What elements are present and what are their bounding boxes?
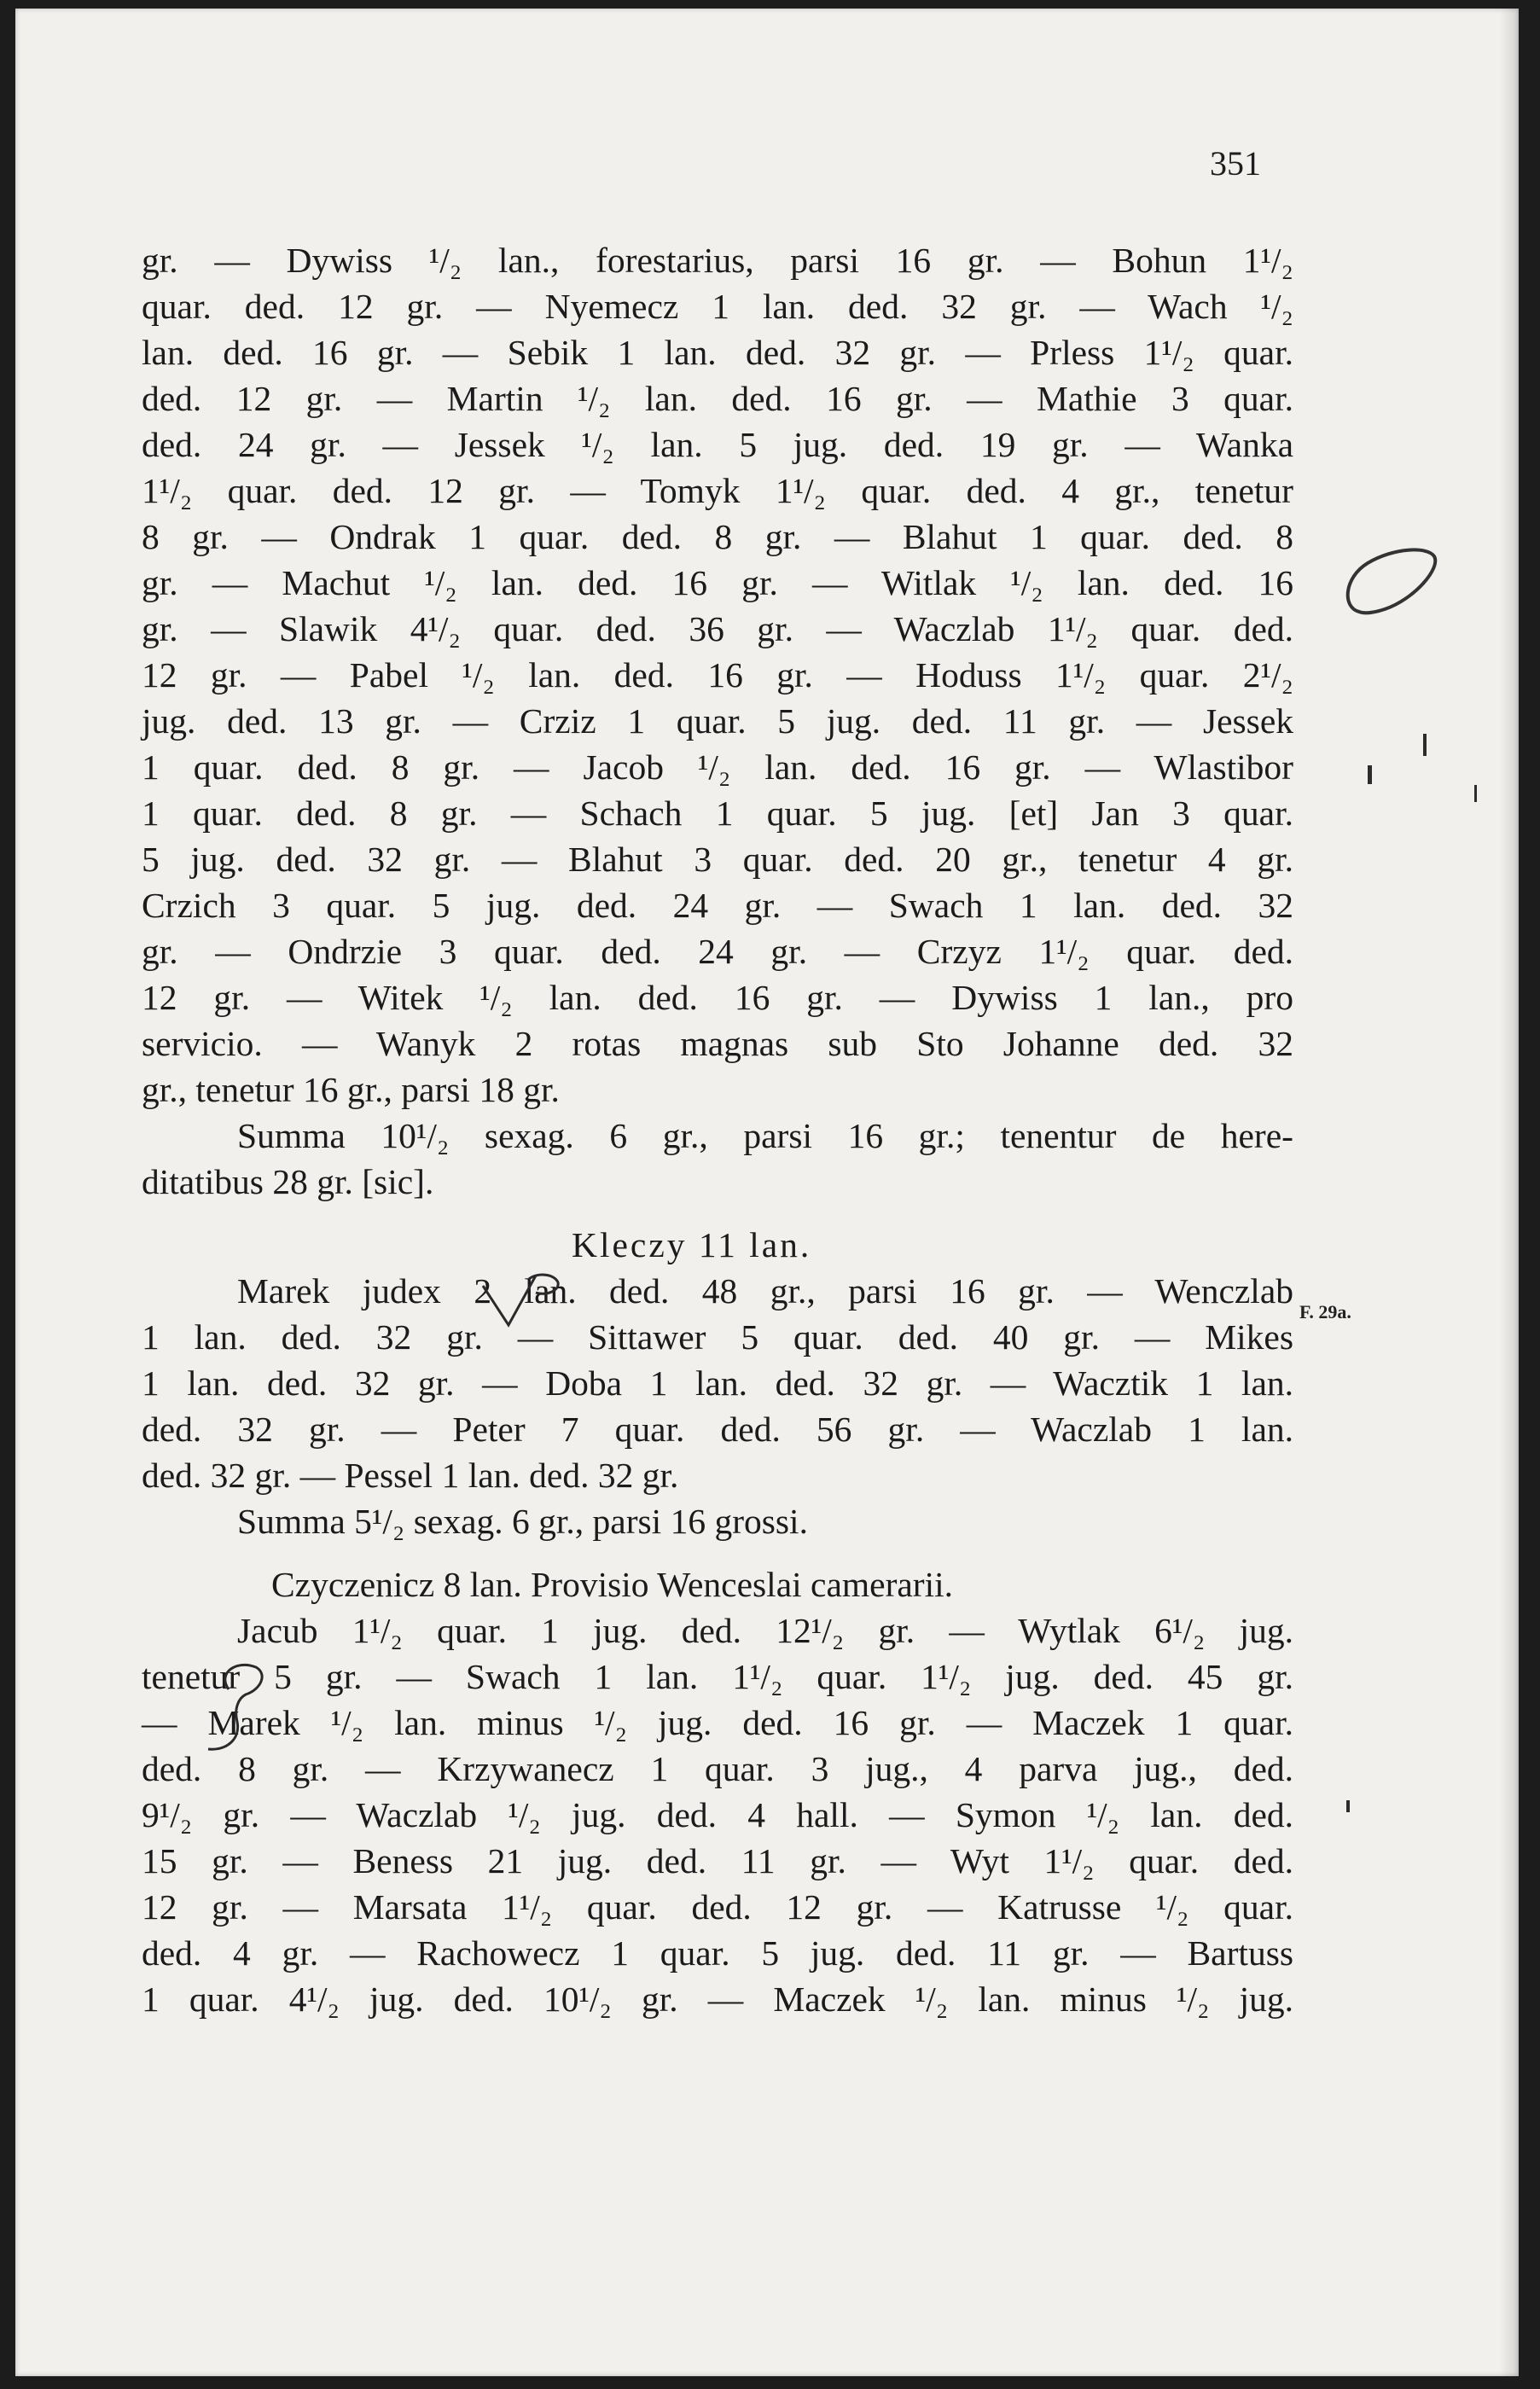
section-gap	[142, 1205, 1293, 1222]
text-line: 12 gr. — Witek ¹/₂ lan. ded. 16 gr. — Dywiss 1 lan., pro	[142, 978, 1293, 1017]
section-heading-czyczenicz: Czyczenicz 8 lan. Provisio Wenceslai camerarii.	[271, 1565, 954, 1604]
text-line: jug. ded. 13 gr. — Crziz 1 quar. 5 jug. ded. 11 gr. — Jessek	[142, 701, 1293, 741]
text-line: ded. 8 gr. — Krzywanecz 1 quar. 3 jug., 4 parva jug., ded.	[142, 1749, 1293, 1788]
text-line: 1¹/₂ quar. ded. 12 gr. — Tomyk 1¹/₂ quar. ded. 4 gr., tenetur	[142, 471, 1293, 510]
section-gap	[142, 1544, 1293, 1561]
text-line: 15 gr. — Beness 21 jug. ded. 11 gr. — Wyt 1¹/₂ quar. ded.	[142, 1841, 1293, 1880]
text-line: 1 lan. ded. 32 gr. — Sittawer 5 quar. ded. 40 gr. — Mikes	[142, 1317, 1293, 1357]
text-line: gr., tenetur 16 gr., parsi 18 gr.	[142, 1070, 560, 1109]
text-line: 12 gr. — Pabel ¹/₂ lan. ded. 16 gr. — Hoduss 1¹/₂ quar. 2¹/₂	[142, 655, 1293, 695]
pencil-loop-mark	[1334, 531, 1453, 633]
text-line: Crzich 3 quar. 5 jug. ded. 24 gr. — Swach 1 lan. ded. 32	[142, 886, 1293, 925]
text-line: 1 quar. ded. 8 gr. — Jacob ¹/₂ lan. ded. 16 gr. — Wlastibor	[142, 747, 1293, 787]
book-page	[15, 9, 1519, 2376]
stray-mark	[1423, 734, 1427, 756]
summa-line: Summa 10¹/₂ sexag. 6 gr., parsi 16 gr.; tenentur de here-	[237, 1116, 1293, 1155]
text-line: gr. — Ondrzie 3 quar. ded. 24 gr. — Crzyz 1¹/₂ quar. ded.	[142, 932, 1293, 971]
page-edge-shade	[1500, 9, 1519, 2376]
summa-line: Summa 5¹/₂ sexag. 6 gr., parsi 16 grossi.	[237, 1502, 808, 1541]
stray-mark	[1474, 785, 1477, 802]
text-line: servicio. — Wanyk 2 rotas magnas sub Sto Johanne ded. 32	[142, 1024, 1293, 1063]
text-line: gr. — Dywiss ¹/₂ lan., forestarius, parsi 16 gr. — Bohun 1¹/₂	[142, 241, 1293, 280]
body-text	[142, 237, 1293, 2022]
text-line: ded. 4 gr. — Rachowecz 1 quar. 5 jug. ded. 11 gr. — Bartuss	[142, 1933, 1293, 1973]
section-heading-kleczy: Kleczy 11 lan.	[572, 1225, 812, 1264]
text-line: ded. 32 gr. — Peter 7 quar. ded. 56 gr. — Waczlab 1 lan.	[142, 1410, 1293, 1449]
text-line: 1 lan. ded. 32 gr. — Doba 1 lan. ded. 32 gr. — Wacztik 1 lan.	[142, 1363, 1293, 1403]
text-line: ditatibus 28 gr. [sic].	[142, 1162, 434, 1201]
text-line: 8 gr. — Ondrak 1 quar. ded. 8 gr. — Blahut 1 quar. ded. 8	[142, 517, 1293, 556]
text-line: 1 quar. 4¹/₂ jug. ded. 10¹/₂ gr. — Maczek ¹/₂ lan. minus ¹/₂ jug.	[142, 1979, 1293, 2019]
stray-mark	[1346, 1800, 1350, 1812]
text-line: ded. 32 gr. — Pessel 1 lan. ded. 32 gr.	[142, 1456, 679, 1495]
text-line: gr. — Slawik 4¹/₂ quar. ded. 36 gr. — Waczlab 1¹/₂ quar. ded.	[142, 609, 1293, 648]
text-line: ded. 12 gr. — Martin ¹/₂ lan. ded. 16 gr. — Mathie 3 quar.	[142, 379, 1293, 418]
page-number: 351	[1210, 144, 1261, 183]
text-line: 12 gr. — Marsata 1¹/₂ quar. ded. 12 gr. — Katrusse ¹/₂ quar.	[142, 1887, 1293, 1927]
margin-folio-note: F. 29a.	[1299, 1301, 1351, 1322]
text-line: Marek judex 2 lan. ded. 48 gr., parsi 16 gr. — Wenczlab	[237, 1271, 1293, 1311]
text-line: Jacub 1¹/₂ quar. 1 jug. ded. 12¹/₂ gr. — Wytlak 6¹/₂ jug.	[237, 1611, 1293, 1650]
stray-mark	[1368, 765, 1372, 784]
text-line: ded. 24 gr. — Jessek ¹/₂ lan. 5 jug. ded. 19 gr. — Wanka	[142, 425, 1293, 464]
text-line: gr. — Machut ¹/₂ lan. ded. 16 gr. — Witlak ¹/₂ lan. ded. 16	[142, 563, 1293, 602]
text-line: 9¹/₂ gr. — Waczlab ¹/₂ jug. ded. 4 hall. — Symon ¹/₂ lan. ded.	[142, 1795, 1293, 1834]
text-line: 1 quar. ded. 8 gr. — Schach 1 quar. 5 jug. [et] Jan 3 quar.	[142, 793, 1293, 833]
text-line: tenetur 5 gr. — Swach 1 lan. 1¹/₂ quar. 1¹/₂ jug. ded. 45 gr.	[142, 1657, 1293, 1696]
text-line: — Marek ¹/₂ lan. minus ¹/₂ jug. ded. 16 gr. — Maczek 1 quar.	[142, 1703, 1293, 1742]
text-line: 5 jug. ded. 32 gr. — Blahut 3 quar. ded. 20 gr., tenetur 4 gr.	[142, 840, 1293, 879]
text-line: lan. ded. 16 gr. — Sebik 1 lan. ded. 32 gr. — Prless 1¹/₂ quar.	[142, 333, 1293, 372]
text-line: quar. ded. 12 gr. — Nyemecz 1 lan. ded. 32 gr. — Wach ¹/₂	[142, 287, 1293, 326]
